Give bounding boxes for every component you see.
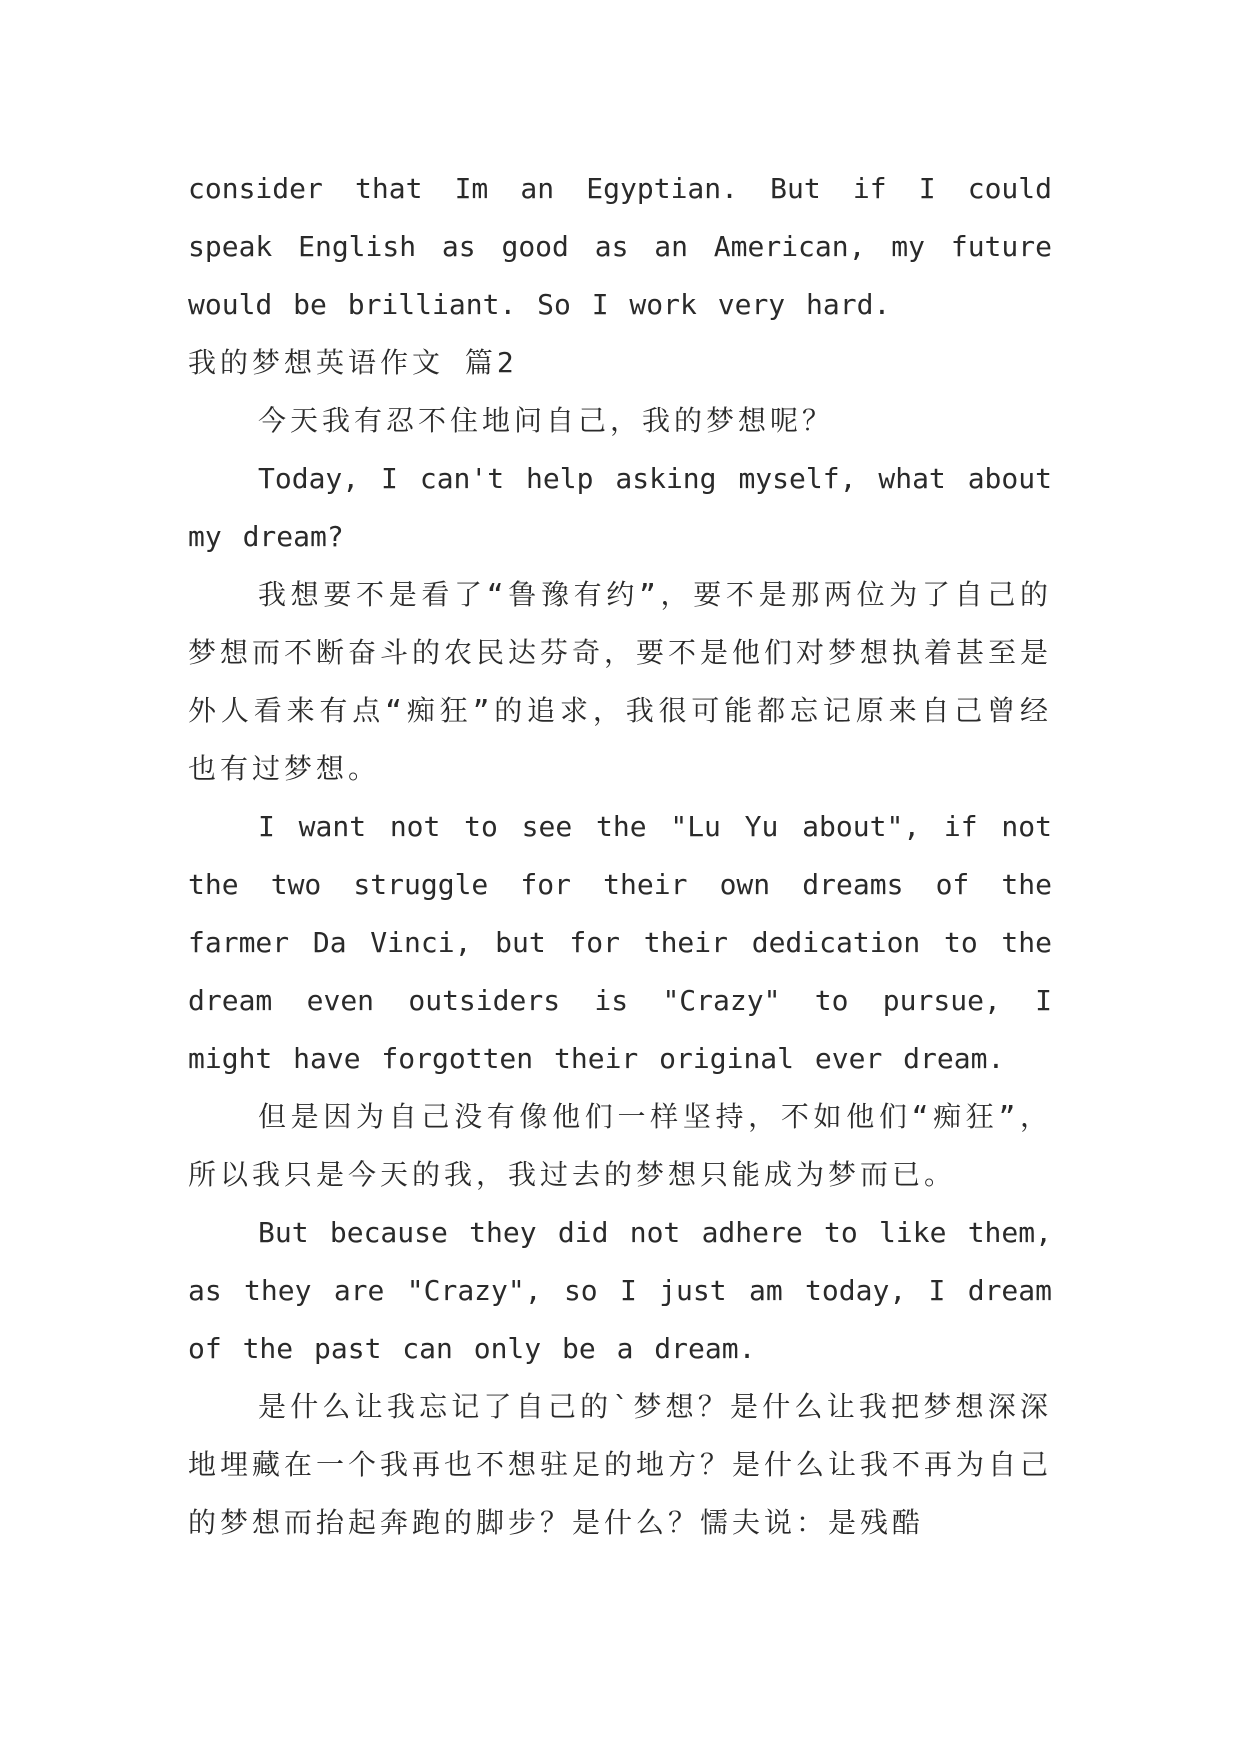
section-heading: 我的梦想英语作文 篇2: [188, 346, 518, 379]
paragraph-4-chinese: 是什么让我忘记了自己的`梦想？是什么让我把梦想深深地埋藏在一个我再也不想驻足的地方？是什么让我不再为自己的梦想而抬起奔跑的脚步？是什么？懦夫说：是残酷: [188, 1390, 1053, 1539]
paragraph-1-chinese: 今天我有忍不住地问自己，我的梦想呢？: [258, 404, 835, 437]
paragraph-2-english: I want not to see the "Lu Yu about", if not the two struggle for their own dreams of the farmer Da Vinci, but for their dedication to the dream even outsiders is "Crazy" to pursue, I might have forgotten their original ever dream.: [188, 810, 1052, 1075]
paragraph-3-chinese: 但是因为自己没有像他们一样坚持，不如他们“痴狂”，所以我只是今天的我，我过去的梦想只能成为梦而已。: [188, 1100, 1052, 1191]
paragraph-continued-english: consider that Im an Egyptian. But if I could speak English as good as an American, my future would be brilliant. So I work very hard.: [188, 172, 1052, 321]
paragraph-3-english: But because they did not adhere to like them, as they are "Crazy", so I just am today, I dream of the past can only be a dream.: [188, 1216, 1052, 1365]
paragraph-1-english: Today, I can't help asking myself, what about my dream?: [188, 462, 1052, 553]
paragraph-2-chinese: 我想要不是看了“鲁豫有约”，要不是那两位为了自己的梦想而不断奋斗的农民达芬奇，要不是他们对梦想执着甚至是外人看来有点“痴狂”的追求，我很可能都忘记原来自己曾经也有过梦想。: [188, 578, 1053, 785]
document-page: [188, 160, 1052, 1552]
